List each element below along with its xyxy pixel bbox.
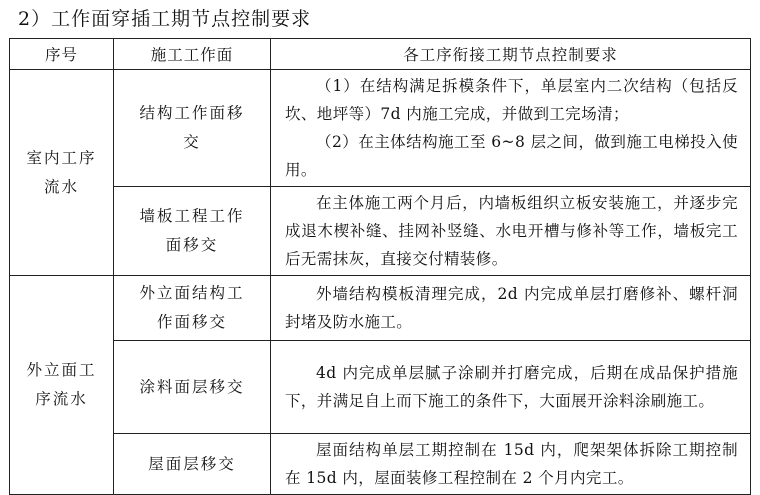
requirement-cell: （1）在结构满足拆模条件下，单层室内二次结构（包括反坎、地坪等）7d 内施工完成，并做到工完场清； （2）在主体结构施工至 6~8 层之间，做到施工电梯投入使用。 — [271, 70, 751, 187]
table-row — [10, 276, 751, 341]
group-cell-indoor: 室内工序 流水 — [10, 70, 114, 276]
requirement-cell: 外墙结构模板清理完成，2d 内完成单层打磨修补、螺杆洞封堵及防水施工。 — [271, 276, 751, 341]
work-face-cell: 结构工作面移 交 — [114, 70, 271, 187]
work-face-cell: 涂料面层移交 — [114, 341, 271, 434]
work-face-cell: 屋面层移交 — [114, 434, 271, 495]
requirement-cell: 在主体施工两个月后，内墙板组织立板安装施工，并逐步完成退木楔补缝、挂网补竖缝、水电开槽与修补等工作，墙板完工后无需抹灰，直接交付精装修。 — [271, 187, 751, 276]
table-row — [10, 434, 751, 495]
table-row — [10, 70, 751, 187]
header-seq: 序号 — [10, 39, 114, 70]
requirement-cell: 4d 内完成单层腻子涂刷并打磨完成，后期在成品保护措施下，并满足自上而下施工的条件下，大面展开涂料涂刷施工。 — [271, 341, 751, 434]
header-requirements: 各工序衔接工期节点控制要求 — [271, 39, 751, 70]
table-row — [10, 341, 751, 434]
table-header-row — [10, 39, 751, 70]
table-row — [10, 187, 751, 276]
work-face-cell: 外立面结构工 作面移交 — [114, 276, 271, 341]
requirement-cell: 屋面结构单层工期控制在 15d 内，爬架架体拆除工期控制在 15d 内，屋面装修工程控制在 2 个月内完工。 — [271, 434, 751, 495]
schedule-table — [9, 38, 751, 495]
header-work-face: 施工工作面 — [114, 39, 271, 70]
section-heading: 2）工作面穿插工期节点控制要求 — [18, 8, 312, 30]
group-cell-facade: 外立面工 序流水 — [10, 276, 114, 495]
work-face-cell: 墙板工程工作 面移交 — [114, 187, 271, 276]
